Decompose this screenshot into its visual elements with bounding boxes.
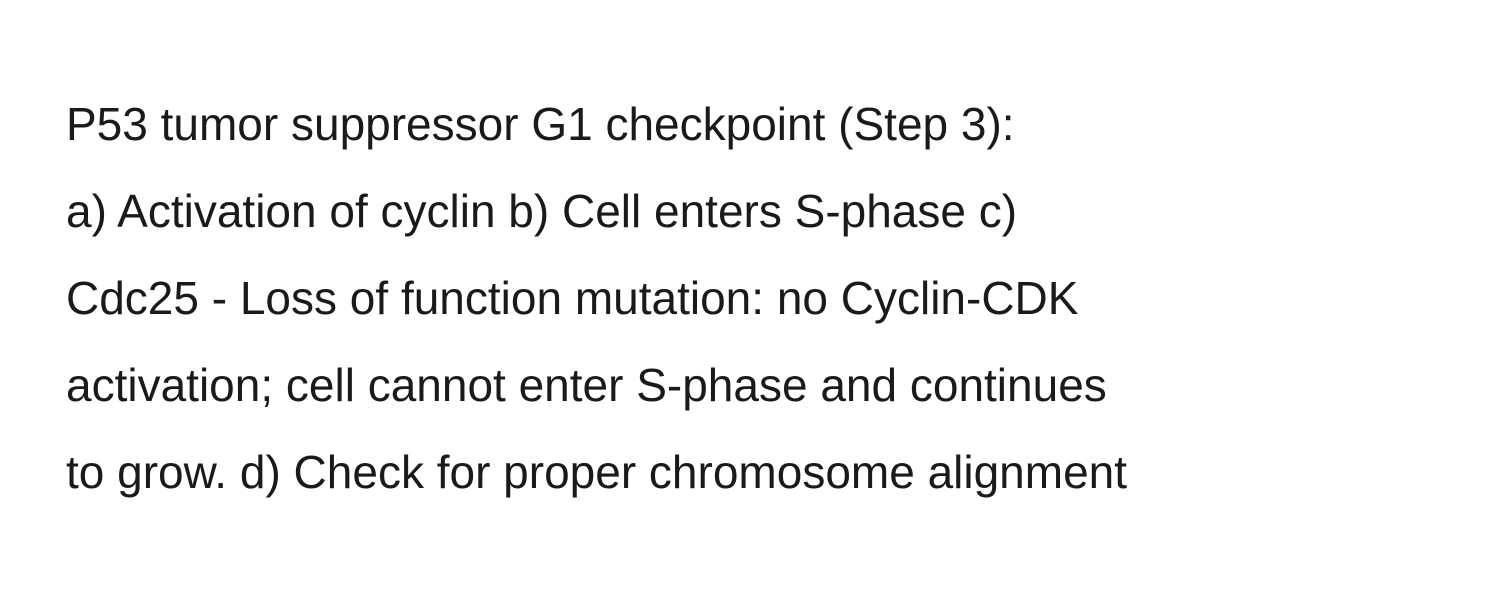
question-title-line: P53 tumor suppressor G1 checkpoint (Step 3): — [66, 98, 1015, 150]
text-line: activation; cell cannot enter S-phase and continues — [66, 359, 1107, 411]
text-line: Cdc25 - Loss of function mutation: no Cyclin-CDK — [66, 272, 1079, 324]
question-text-block — [66, 90, 1486, 525]
text-line: a) Activation of cyclin b) Cell enters S-phase c) — [66, 185, 1018, 237]
text-line: to grow. d) Check for proper chromosome alignment — [66, 446, 1128, 498]
